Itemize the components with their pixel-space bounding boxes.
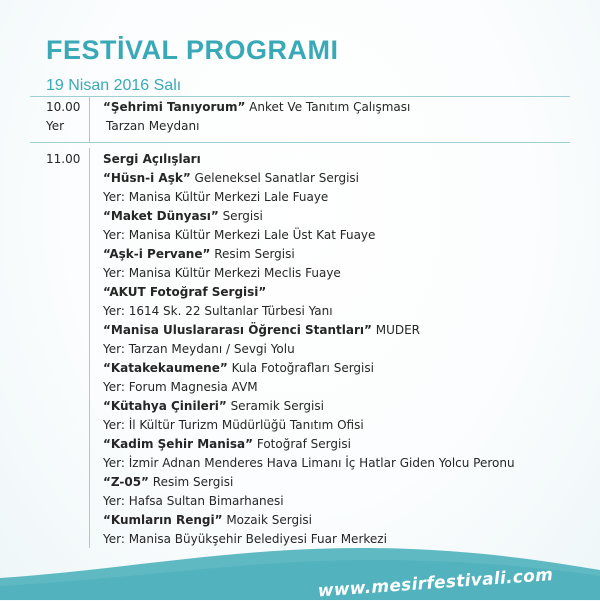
exhibition-type: Kula Fotoğrafları Sergisi (227, 361, 374, 375)
exhibition-place: Yer: Tarzan Meydanı / Sevgi Yolu (103, 342, 295, 356)
exhibition-place: Yer: Forum Magnesia AVM (103, 380, 258, 394)
exhibition-type: Mozaik Sergisi (222, 513, 313, 527)
section-rule (30, 142, 570, 143)
exhibition-name: “Kütahya Çinileri” (103, 399, 227, 413)
exhibition-title (103, 169, 359, 188)
place-label: Yer (46, 119, 65, 133)
exhibition-name: “Aşk-i Pervane” (103, 247, 211, 261)
exhibition-title (103, 435, 351, 454)
column-divider (89, 148, 90, 548)
exhibition-name: “Hüsn-i Aşk” (103, 171, 191, 185)
exhibition-name: “AKUT Fotoğraf Sergisi” (103, 285, 267, 299)
exhibition-type: Resim Sergisi (210, 247, 295, 261)
time-11: 11.00 (46, 152, 81, 166)
exhibition-type: Sergisi (218, 209, 263, 223)
exhibition-place: Yer: Manisa Kültür Merkezi Lale Fuaye (103, 190, 329, 204)
event-desc: Anket Ve Tanıtım Çalışması (245, 100, 411, 114)
exhibition-name: “Kumların Rengi” (103, 513, 223, 527)
exhibition-name: “Z-05” (103, 475, 149, 489)
top-rule (30, 96, 570, 97)
exhibition-title (103, 321, 420, 340)
exhibition-place: Yer: Hafsa Sultan Bimarhanesi (103, 494, 284, 508)
event-name: “Şehrimi Tanıyorum” (103, 100, 246, 114)
exhibition-name: “Katakekaumene” (103, 361, 228, 375)
website-link[interactable]: www.mesirfestivali.com (317, 565, 554, 601)
section-heading: Sergi Açılışları (103, 152, 201, 166)
exhibition-type: Resim Sergisi (148, 475, 234, 489)
exhibition-title (103, 397, 324, 416)
exhibition-place: Yer: Manisa Kültür Merkezi Lale Üst Kat Fuaye (103, 228, 376, 242)
exhibition-type: Geleneksel Sanatlar Sergisi (190, 171, 359, 185)
exhibition-place: Yer: İl Kültür Turizm Müdürlüğü Tanıtım Ofisi (103, 418, 364, 432)
exhibition-title (103, 359, 374, 378)
exhibition-title (103, 473, 233, 492)
exhibition-title (103, 245, 295, 264)
exhibition-place: Yer: Manisa Kültür Merkezi Meclis Fuaye (103, 266, 341, 280)
program-date: 19 Nisan 2016 Salı (46, 77, 182, 94)
exhibition-type: Fotoğraf Sergisi (253, 437, 351, 451)
page-title: FESTİVAL PROGRAMI (46, 35, 339, 65)
exhibition-name: “Maket Dünyası” (103, 209, 219, 223)
exhibition-place: Yer: 1614 Sk. 22 Sultanlar Türbesi Yanı (103, 304, 333, 318)
exhibition-type: MUDER (371, 323, 421, 337)
exhibition-title (103, 207, 263, 226)
exhibition-name: “Manisa Uluslararası Öğrenci Stantları” (103, 323, 372, 337)
column-divider (89, 96, 90, 142)
time-10: 10.00 (46, 100, 81, 114)
exhibition-title (103, 511, 312, 530)
exhibition-type: Seramik Sergisi (226, 399, 324, 413)
exhibition-place: Yer: İzmir Adnan Menderes Hava Limanı İç Hatlar Giden Yolcu Peronu (103, 456, 515, 470)
exhibition-place: Yer: Manisa Büyükşehir Belediyesi Fuar Merkezi (103, 532, 387, 546)
exhibition-title (103, 283, 266, 302)
event-venue: Tarzan Meydanı (106, 119, 200, 133)
event-sehrimi (103, 98, 410, 117)
exhibition-name: “Kadim Şehir Manisa” (103, 437, 254, 451)
